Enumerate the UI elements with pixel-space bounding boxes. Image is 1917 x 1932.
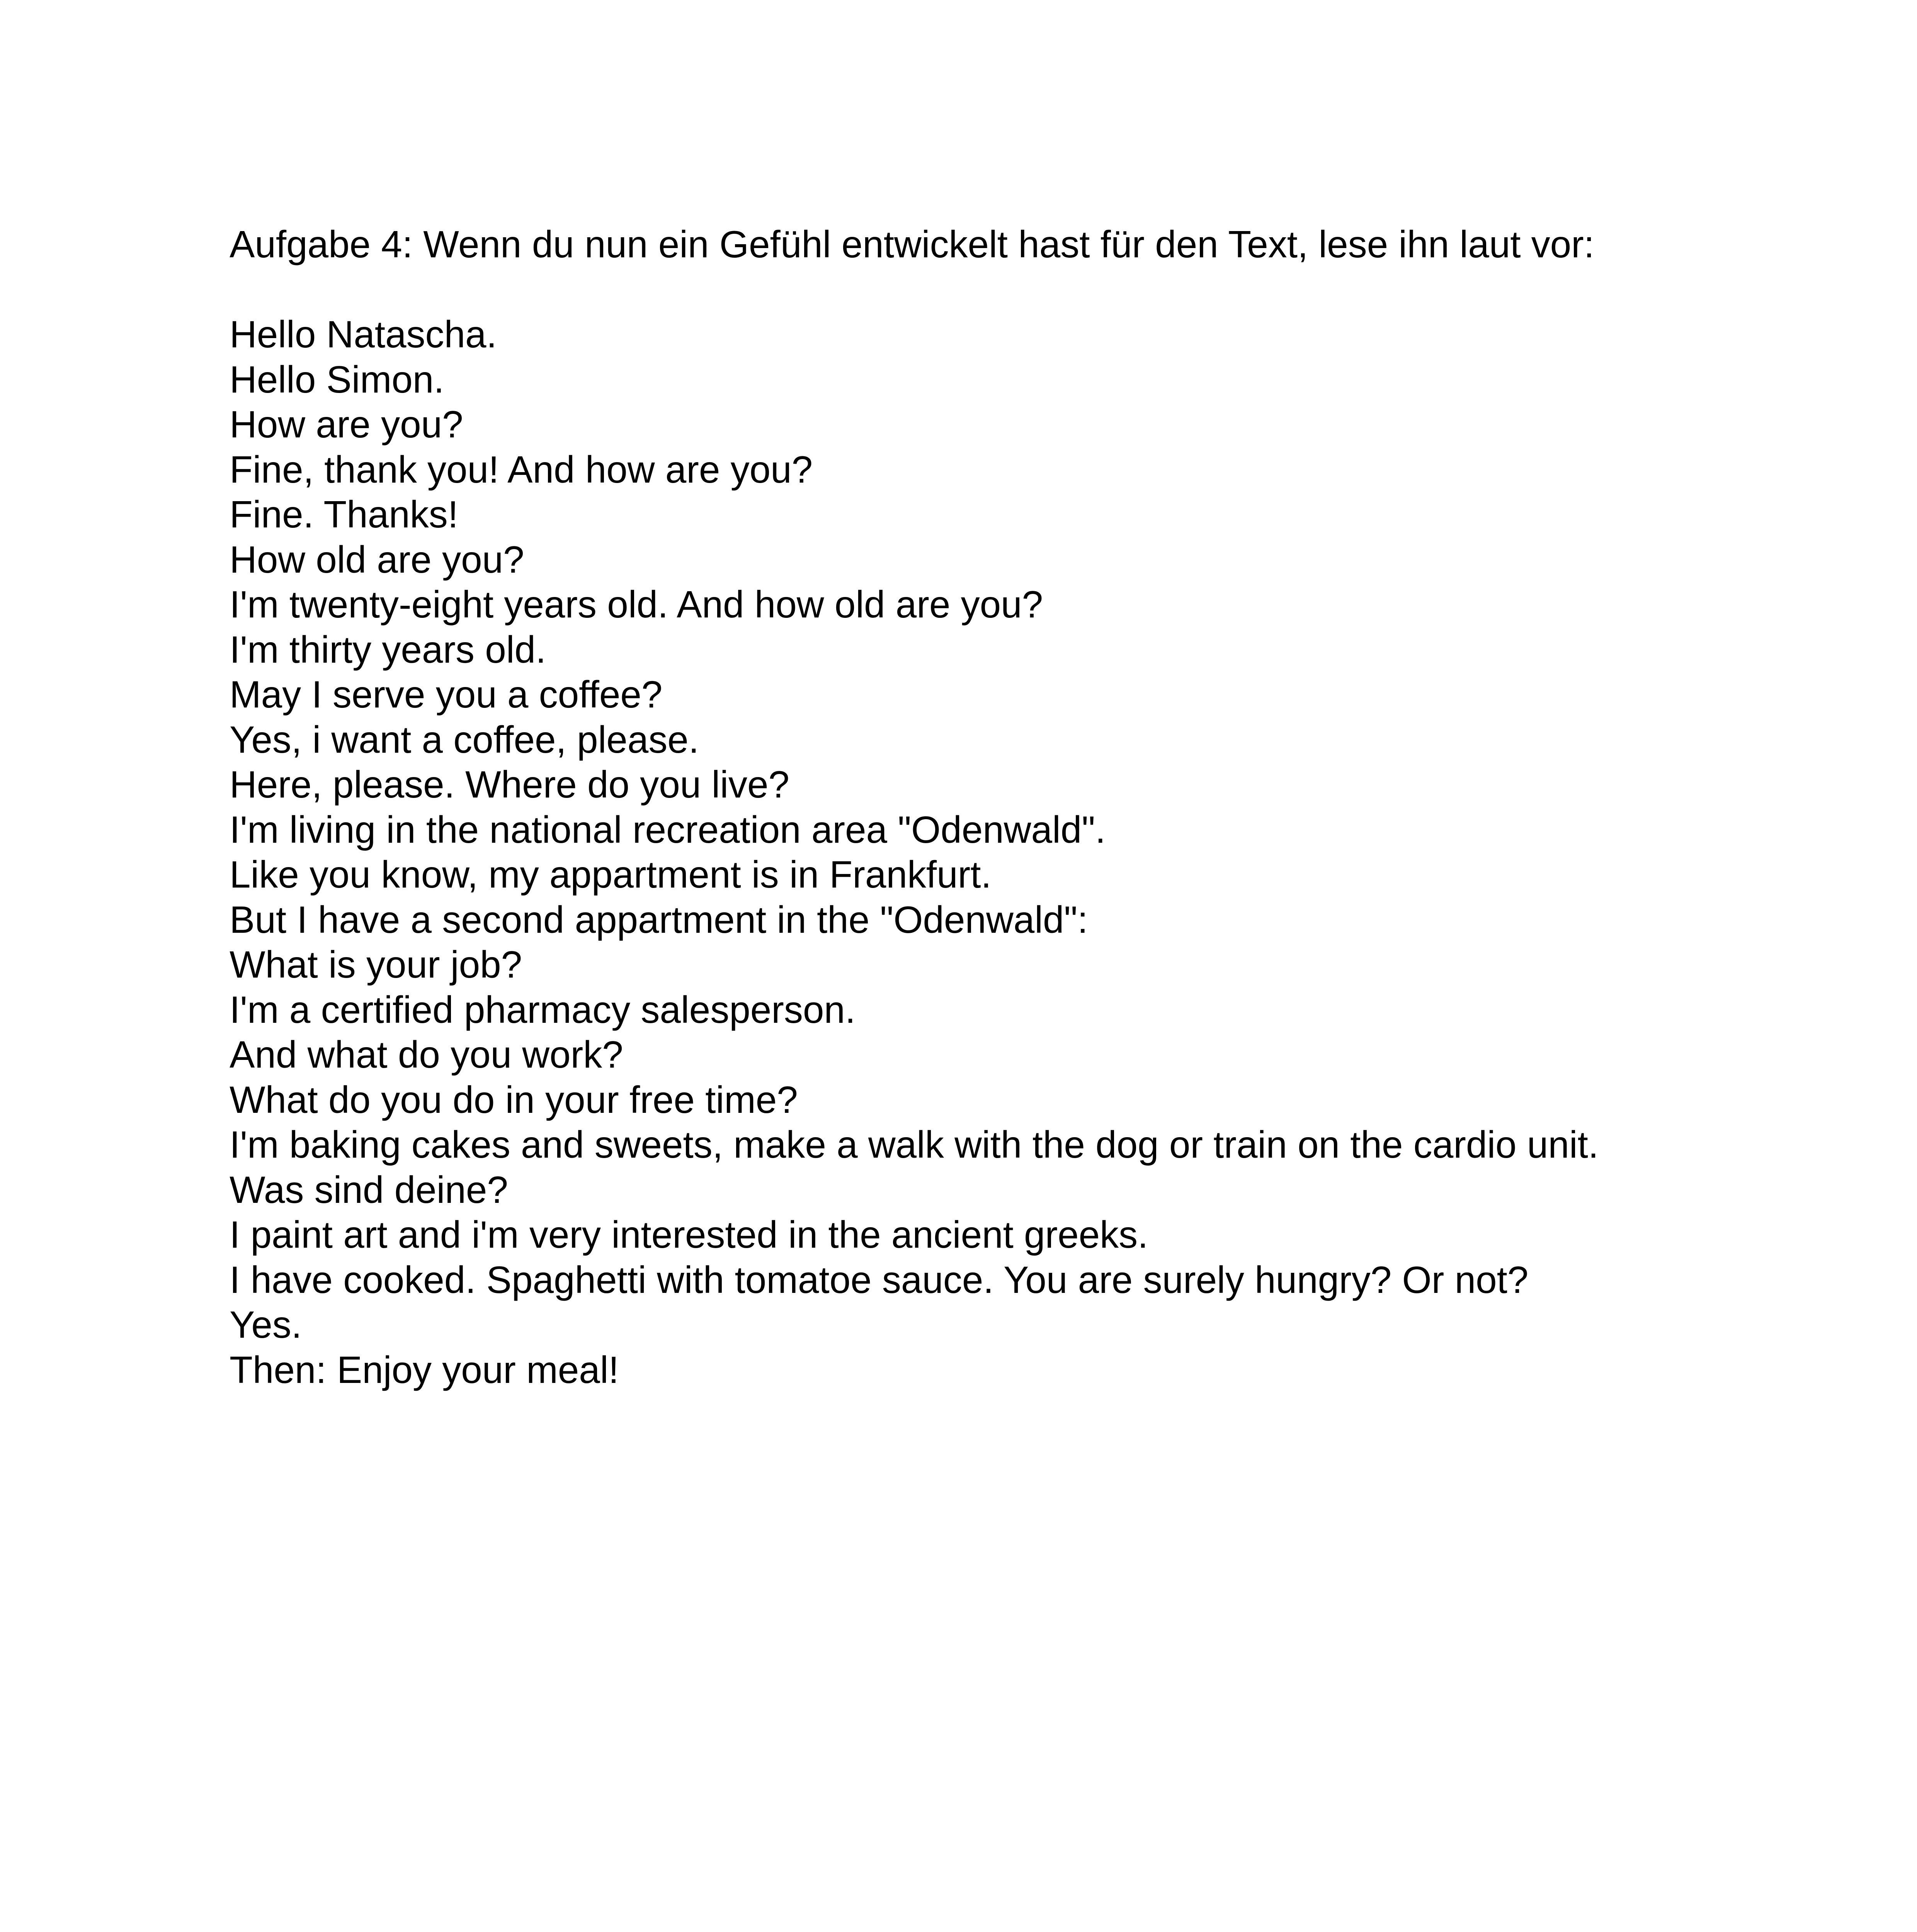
task-heading: Aufgabe 4: Wenn du nun ein Gefühl entwickelt hast für den Text, lese ihn laut vor: [230, 223, 1595, 265]
dialogue-line: What do you do in your free time? [230, 1078, 798, 1121]
dialogue-line: How are you? [230, 403, 463, 446]
dialogue-line: Hello Simon. [230, 358, 444, 401]
dialogue-line: But I have a second appartment in the "Odenwald": [230, 898, 1088, 941]
dialogue-line: Yes. [230, 1303, 302, 1346]
dialogue-line: Yes, i want a coffee, please. [230, 718, 699, 761]
dialogue-line: I'm twenty-eight years old. And how old are you? [230, 583, 1043, 626]
dialogue-line: And what do you work? [230, 1033, 623, 1076]
dialogue-line: I'm living in the national recreation area "Odenwald". [230, 808, 1106, 851]
document-content [230, 222, 1852, 1392]
dialogue-line: I paint art and i'm very interested in the ancient greeks. [230, 1213, 1148, 1256]
dialogue-line: I'm a certified pharmacy salesperson. [230, 988, 856, 1031]
dialogue-line: Hello Natascha. [230, 313, 497, 355]
dialogue-line: Like you know, my appartment is in Frankfurt. [230, 853, 992, 896]
dialogue-text [230, 312, 1852, 1392]
dialogue-line: What is your job? [230, 943, 522, 986]
blank-line [230, 267, 1852, 312]
dialogue-line: Fine. Thanks! [230, 493, 458, 536]
dialogue-line: May I serve you a coffee? [230, 673, 663, 716]
dialogue-line: Then: Enjoy your meal! [230, 1348, 619, 1391]
dialogue-line: I'm baking cakes and sweets, make a walk with the dog or train on the cardio unit. [230, 1123, 1599, 1166]
dialogue-line: Fine, thank you! And how are you? [230, 448, 813, 491]
dialogue-line: Here, please. Where do you live? [230, 763, 789, 806]
dialogue-line: How old are you? [230, 538, 524, 581]
dialogue-line: Was sind deine? [230, 1168, 508, 1211]
dialogue-line: I have cooked. Spaghetti with tomatoe sauce. You are surely hungry? Or not? [230, 1258, 1529, 1301]
dialogue-line: I'm thirty years old. [230, 628, 546, 671]
